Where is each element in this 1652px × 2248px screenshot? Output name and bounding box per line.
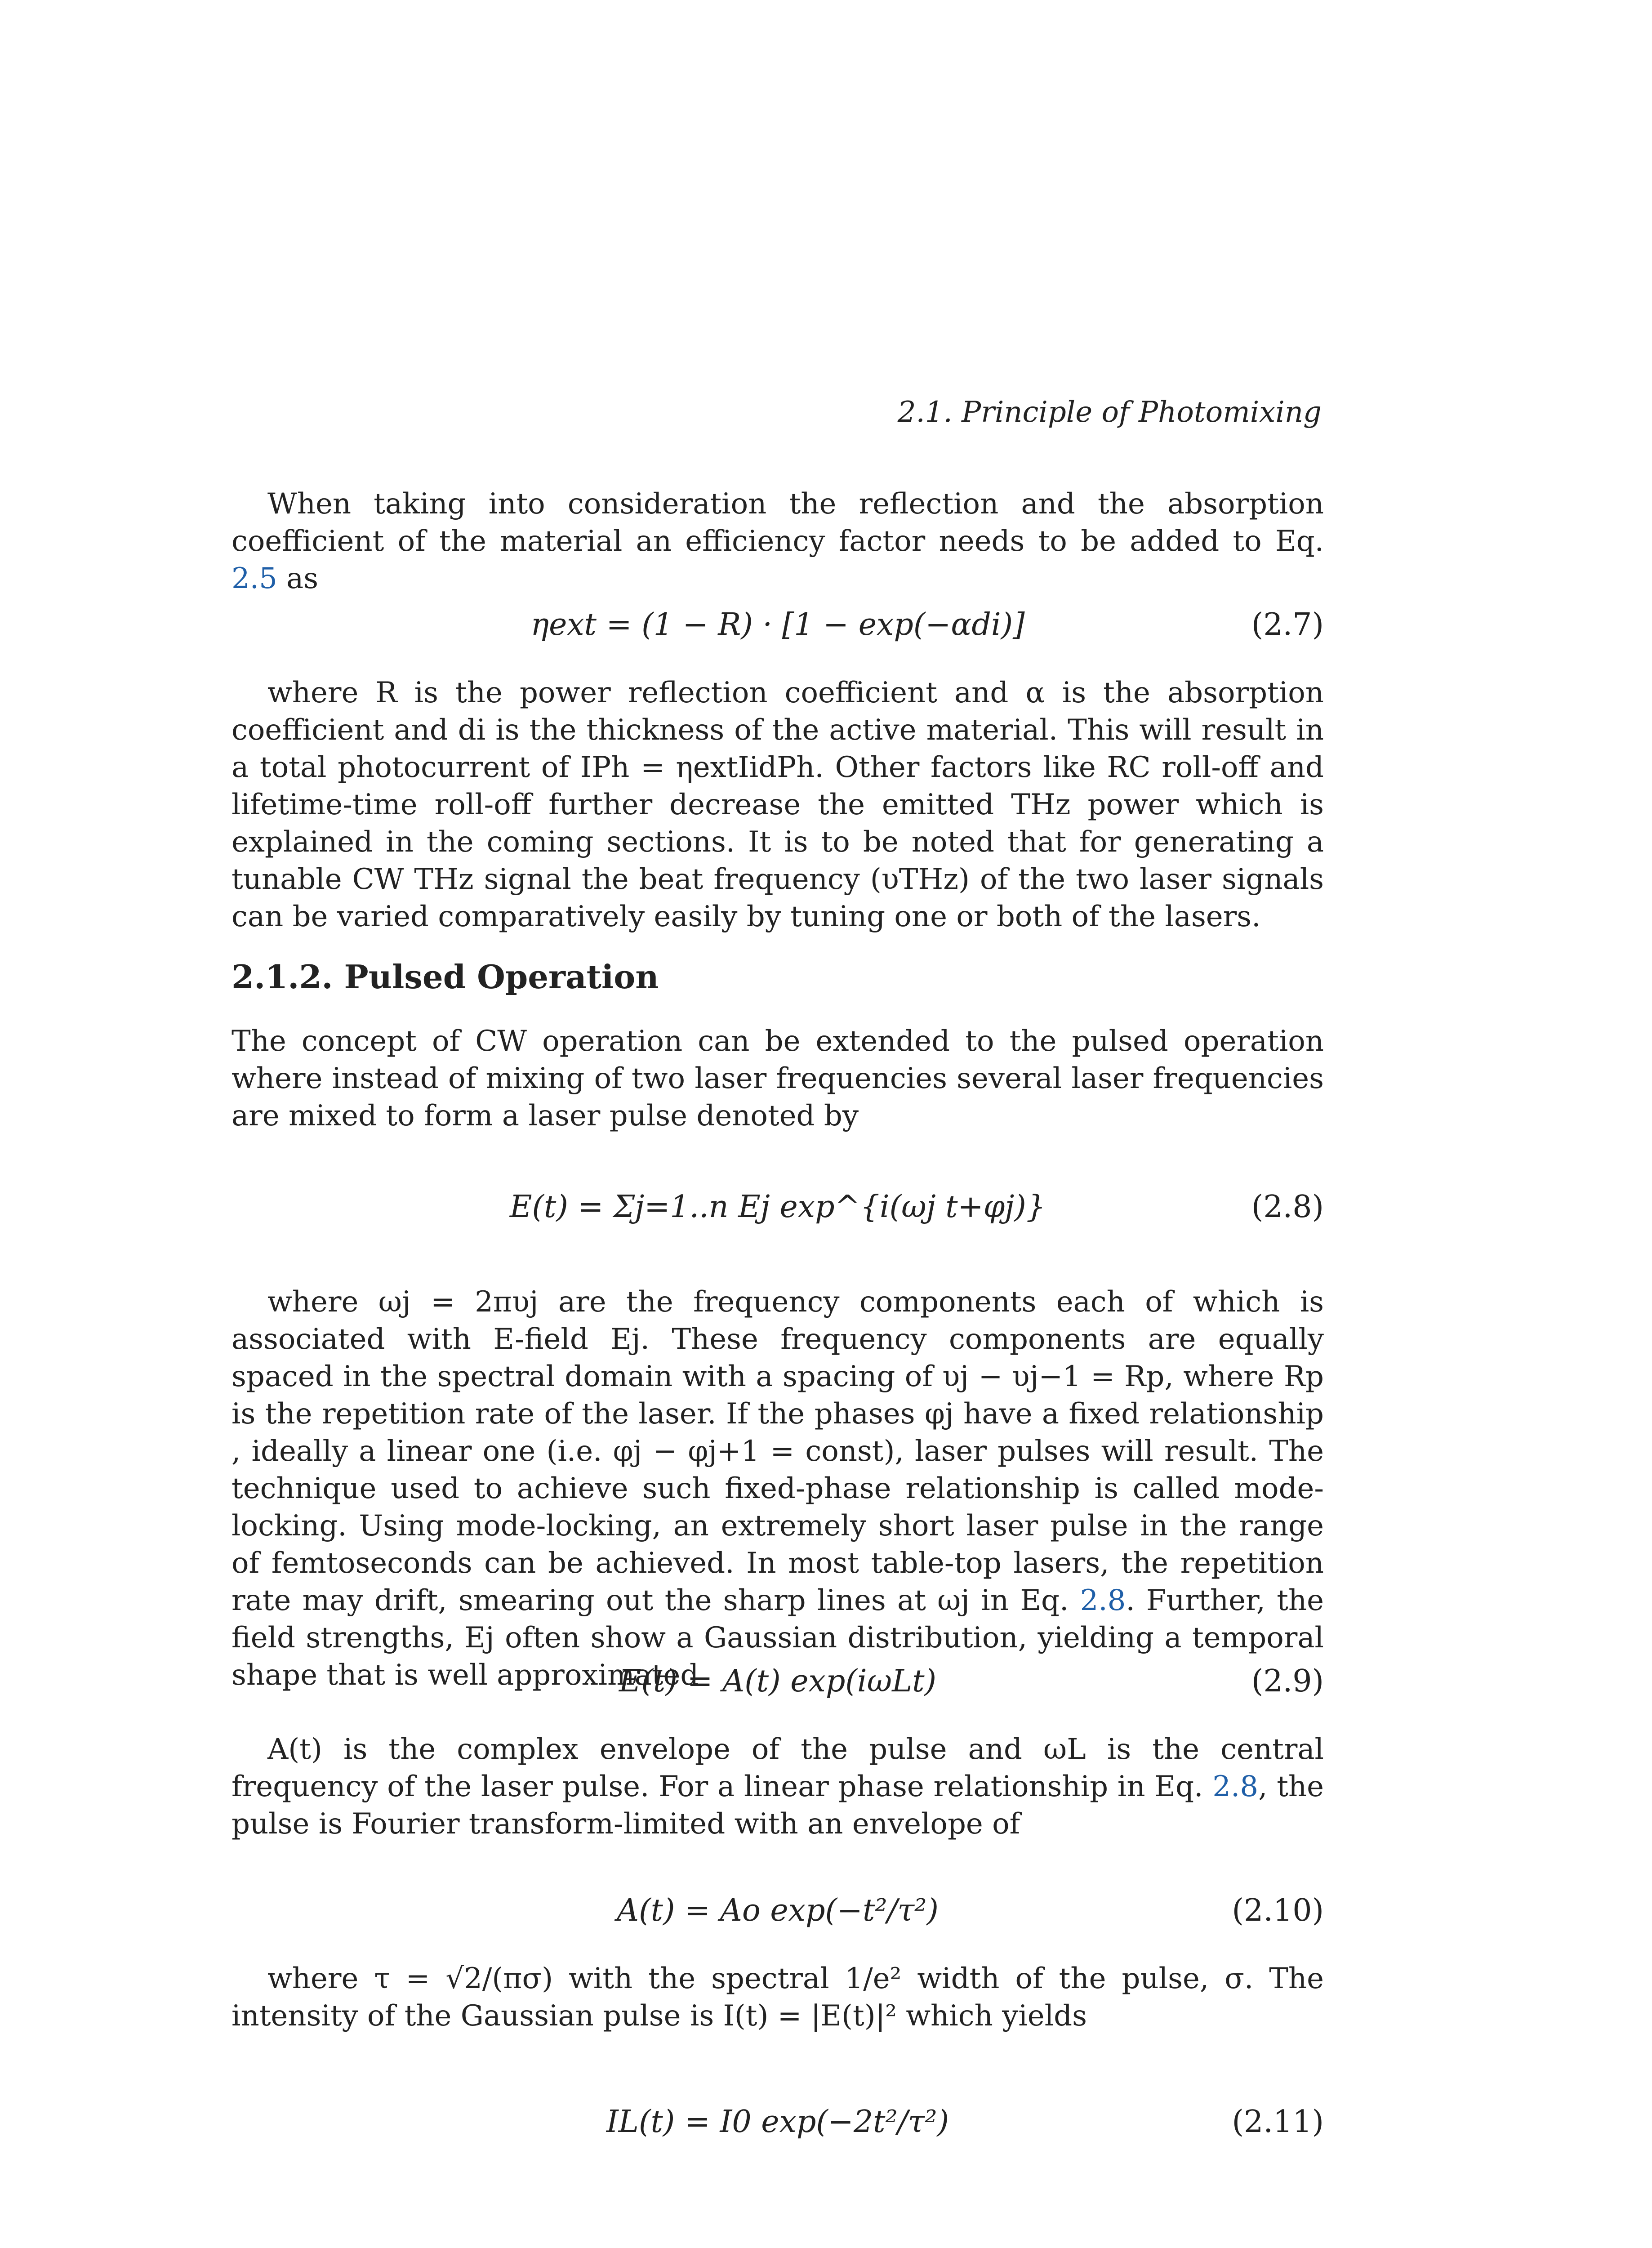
equation-expression: IL(t) = I0 exp(−2t²/τ²) (606, 2104, 949, 2140)
paragraph-mode-locking (232, 1284, 1324, 1694)
running-header: 2.1. Principle of Photomixing (897, 396, 1322, 429)
equation-number: (2.11) (1232, 2104, 1324, 2140)
equation-expression: A(t) = Ao exp(−t²/τ²) (617, 1893, 939, 1928)
paragraph-gaussian-intensity: where τ = √2/(πσ) with the spectral 1/e² width of the pulse, σ. The intensity of the Gaussian pulse is I(t) = |E(t)|² which yields (232, 1962, 1324, 2033)
section-heading: 2.1.2. Pulsed Operation (232, 958, 659, 996)
paragraph-text: When taking into consideration the reflection and the absorption coefficient of the material an efficiency factor needs to be added to Eq. (232, 487, 1324, 558)
paragraph-pulsed-intro: The concept of CW operation can be extended to the pulsed operation where instead of mixing of two laser frequencies several laser frequencies are mixed to form a laser pulse denoted by (232, 1025, 1324, 1133)
equation-number: (2.10) (1232, 1893, 1324, 1928)
paragraph-text: as (277, 562, 319, 595)
equation-expression: E(t) = Σj=1..n Ej exp^{i(ωj t+φj)} (509, 1189, 1046, 1225)
equation-2-11 (232, 2104, 1324, 2158)
equation-2-10 (232, 1893, 1324, 1947)
paragraph-text: . Further, the field strengths, Ej often show a Gaussian distribution, yielding a temporal shape that is well approximated (232, 1584, 1324, 1692)
equation-2-9 (232, 1664, 1324, 1717)
equation-expression: E(t) = A(t) exp(iωLt) (619, 1664, 937, 1699)
equation-reference-link[interactable]: 2.8 (1212, 1770, 1259, 1803)
equation-2-7 (232, 607, 1324, 661)
paragraph-efficiency-intro (232, 486, 1324, 598)
paragraph-text: A(t) is the complex envelope of the pulse and ωL is the central frequency of the laser pulse. For a linear phase relationship in Eq. (232, 1733, 1324, 1803)
equation-number: (2.8) (1251, 1189, 1324, 1225)
paragraph-text: , the pulse is Fourier transform-limited with an envelope of (232, 1770, 1324, 1841)
equation-reference-link[interactable]: 2.5 (232, 562, 277, 595)
paragraph-envelope (232, 1731, 1324, 1843)
paragraph-text: where ωj = 2πυj are the frequency components each of which is associated with E-field Ej. These frequency components are equally spaced in the spectral domain with a spacing of υj − υj−1 = Rp, where Rp is the repetition rate of the laser. If the phases φj have a fixed relationship , ideally a linear one (i.e. φj − φj+1 = const), laser pulses will result. The technique used to achieve such fixed-phase relationship is called mode-locking. Using mode-locking, an extremely short laser pulse in the range of femtoseconds can be achieved. In most table-top lasers, the repetition rate may drift, smearing out the sharp lines at ωj in Eq. (232, 1285, 1324, 1617)
equation-expression: ηext = (1 − R) · [1 − exp(−αdi)] (530, 607, 1025, 642)
equation-2-8 (232, 1189, 1324, 1243)
equation-number: (2.7) (1251, 607, 1324, 642)
equation-reference-link[interactable]: 2.8 (1080, 1584, 1126, 1617)
paragraph-photocurrent: where R is the power reflection coefficient and α is the absorption coefficient and di is the thickness of the active material. This will result in a total photocurrent of IPh = ηextIidPh. Other factors like RC roll-off and lifetime-time roll-off further decrease the emitted THz power which is explained in the coming sections. It is to be noted that for generating a tunable CW THz signal the beat frequency (υTHz) of the two laser signals can be varied comparatively easily by tuning one or both of the lasers. (232, 676, 1324, 933)
equation-number: (2.9) (1251, 1664, 1324, 1699)
